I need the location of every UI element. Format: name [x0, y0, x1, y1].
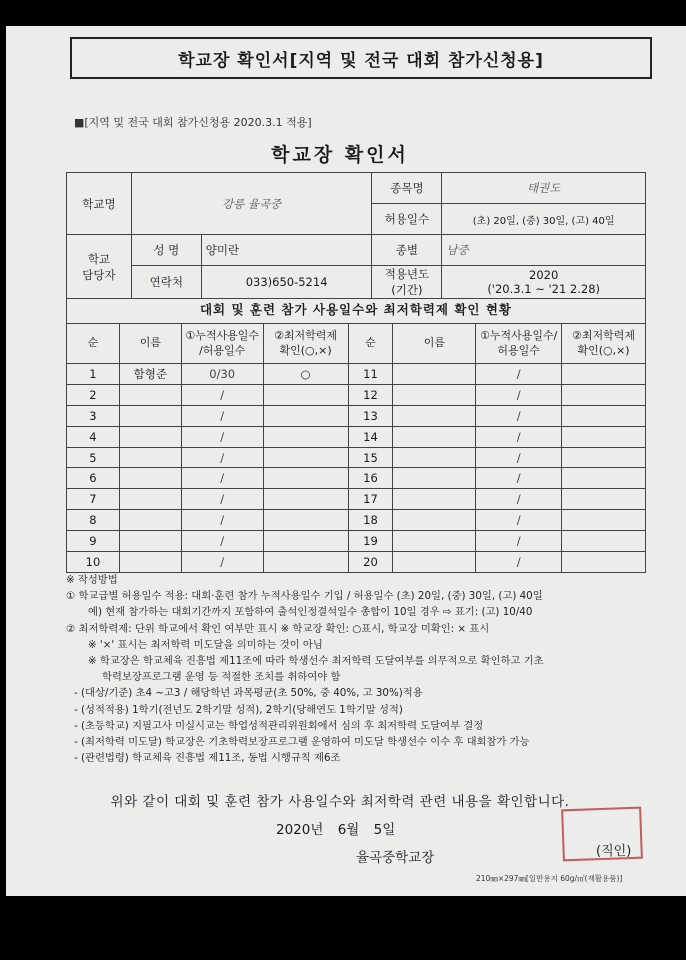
header-days-right: [476, 324, 562, 364]
days-used: /: [181, 510, 263, 531]
academic-check: [562, 489, 646, 510]
academic-check: [263, 405, 348, 426]
form-title: 학교장 확인서: [271, 144, 409, 166]
allowed-days-label: 허용일수: [372, 204, 442, 235]
year-label: [372, 266, 442, 299]
academic-check: [263, 468, 348, 489]
staff-label-line-1: 학교: [87, 251, 111, 266]
contact-label: 연락처: [131, 266, 201, 299]
table-row: [67, 405, 646, 426]
year-value-line-2: ('20.3.1 ~ '21 2.28): [487, 282, 601, 296]
days-used: 0/30: [181, 364, 263, 385]
school-value: 강릉 율곡중: [131, 173, 372, 235]
instruction-line: - (최저학력 미도달) 학교장은 기초학력보장프로그램 운영하여 미도달 학생선수 이수 후 대회참가 가능: [74, 736, 530, 749]
student-name: [393, 364, 476, 385]
header-num-right: 순: [348, 324, 393, 364]
header-num: 순: [67, 324, 120, 364]
row-number: 15: [348, 447, 393, 468]
header-days: [181, 324, 263, 364]
student-name: 함형준: [119, 364, 181, 385]
seal-label: (직인): [596, 844, 632, 859]
row-number: 9: [67, 531, 120, 552]
row-number: 7: [67, 489, 120, 510]
academic-check: [562, 552, 646, 573]
student-name: [393, 447, 476, 468]
year-value-line-1: 2020: [529, 268, 559, 282]
row-number: 14: [348, 426, 393, 447]
gender-value: 남중: [442, 235, 646, 266]
table-row: [67, 447, 646, 468]
document-title: 학교장 확인서[지역 및 전국 대회 참가신청용]: [70, 37, 652, 79]
academic-check: [562, 468, 646, 489]
days-used: /: [181, 405, 263, 426]
academic-check: [562, 426, 646, 447]
days-used: /: [181, 531, 263, 552]
row-number: 11: [348, 364, 393, 385]
instruction-line: ② 최저학력제: 단위 학교에서 확인 여부만 표시 ※ 학교장 확인: ○표시, 학교장 미확인: × 표시: [66, 622, 490, 635]
days-used: /: [476, 552, 562, 573]
academic-check: [562, 405, 646, 426]
student-name: [393, 468, 476, 489]
student-name: [393, 426, 476, 447]
year-label-line-2: (기간): [391, 283, 423, 297]
student-name: [119, 489, 181, 510]
principal-signature: 율곡중학교장: [356, 850, 435, 866]
header-days-right-line-1: ①누적사용일수/: [480, 328, 558, 342]
days-used: /: [476, 489, 562, 510]
student-name: [393, 384, 476, 405]
days-used: /: [476, 447, 562, 468]
table-row: [67, 489, 646, 510]
days-used: /: [476, 364, 562, 385]
row-number: 8: [67, 510, 120, 531]
days-used: /: [181, 552, 263, 573]
student-name: [393, 489, 476, 510]
gender-label: 종별: [372, 235, 442, 266]
row-number: 2: [67, 384, 120, 405]
days-used: /: [181, 489, 263, 510]
participation-table: [66, 323, 646, 573]
academic-check: [263, 552, 348, 573]
student-name: [119, 447, 181, 468]
staff-label: [67, 235, 132, 299]
student-name: [393, 552, 476, 573]
days-used: /: [181, 384, 263, 405]
signature-date: 2020년 6월 5일: [276, 822, 396, 838]
instructions: [66, 572, 656, 766]
screen-border: [0, 896, 686, 960]
student-name: [393, 405, 476, 426]
header-academic-right-line-1: ②최저학력제: [572, 328, 636, 342]
instruction-line: ① 학교급별 허용일수 적용: 대회·훈련 참가 누적사용일수 기입 / 허용일수 (초) 20일, (중) 30일, (고) 40일: [66, 590, 543, 603]
student-name: [119, 531, 181, 552]
days-used: /: [181, 447, 263, 468]
instruction-line: - (대상/기준) 초4 ~고3 / 해당학년 과목평균(초 50%, 중 40%, 고 30%)적용: [74, 687, 423, 700]
days-used: /: [476, 405, 562, 426]
days-used: /: [476, 384, 562, 405]
section-title: 대회 및 훈련 참가 사용일수와 최저학력제 확인 현황: [66, 297, 646, 323]
row-number: 17: [348, 489, 393, 510]
row-number: 19: [348, 531, 393, 552]
header-academic-right-line-2: 확인(○,×): [577, 343, 630, 357]
days-used: /: [476, 510, 562, 531]
days-used: /: [181, 426, 263, 447]
instruction-line: ※ 작성방법: [66, 574, 118, 586]
name-value: 양미란: [201, 235, 372, 266]
school-label: 학교명: [67, 173, 132, 235]
row-number: 18: [348, 510, 393, 531]
row-number: 13: [348, 405, 393, 426]
row-number: 3: [67, 405, 120, 426]
confirmation-statement: 위와 같이 대회 및 훈련 참가 사용일수와 최저학력 관련 내용을 확인합니다.: [110, 794, 570, 810]
days-used: /: [476, 426, 562, 447]
event-label: 종목명: [372, 173, 442, 204]
table-row: [67, 384, 646, 405]
table-row: [67, 364, 646, 385]
days-used: /: [476, 531, 562, 552]
days-used: /: [181, 468, 263, 489]
days-used: /: [476, 468, 562, 489]
student-name: [393, 510, 476, 531]
row-number: 12: [348, 384, 393, 405]
academic-check: [263, 489, 348, 510]
academic-check: [263, 426, 348, 447]
table-row: [67, 510, 646, 531]
row-number: 1: [67, 364, 120, 385]
row-number: 10: [67, 552, 120, 573]
academic-check: [562, 384, 646, 405]
row-number: 6: [67, 468, 120, 489]
name-label: 성 명: [131, 235, 201, 266]
header-academic-right: [562, 324, 646, 364]
academic-check: [263, 384, 348, 405]
paper-spec: 210㎜×297㎜[일반용지 60g/㎡(재활용품)]: [476, 874, 623, 883]
event-value: 태권도: [442, 173, 646, 204]
year-value: [442, 266, 646, 299]
staff-label-line-2: 담당자: [82, 267, 116, 282]
contact-value: 033)650-5214: [201, 266, 372, 299]
header-name-right: 이름: [393, 324, 476, 364]
row-number: 16: [348, 468, 393, 489]
academic-check: ○: [263, 364, 348, 385]
header-name: 이름: [119, 324, 181, 364]
row-number: 20: [348, 552, 393, 573]
academic-check: [263, 531, 348, 552]
allowed-days-value: (초) 20일, (중) 30일, (고) 40일: [442, 204, 646, 235]
table-row: [67, 426, 646, 447]
student-name: [119, 510, 181, 531]
instruction-line: 예) 현재 참가하는 대회기간까지 포함하여 출석인정결석일수 총합이 10일 경우 ⇨ 표기: (고) 10/40: [88, 606, 533, 619]
row-number: 4: [67, 426, 120, 447]
table-row: [67, 552, 646, 573]
header-days-line-2: /허용일수: [199, 343, 246, 357]
academic-check: [263, 447, 348, 468]
student-name: [119, 384, 181, 405]
table-row: [67, 531, 646, 552]
document-subtitle: ■[지역 및 전국 대회 참가신청용 2020.3.1 적용]: [74, 116, 312, 129]
row-number: 5: [67, 447, 120, 468]
table-header-row: [67, 324, 646, 364]
academic-check: [263, 510, 348, 531]
student-name: [119, 426, 181, 447]
academic-check: [562, 531, 646, 552]
header-days-right-line-2: 허용일수: [497, 343, 540, 357]
student-name: [393, 531, 476, 552]
student-name: [119, 552, 181, 573]
instruction-line: - (관련법령) 학교체육 진흥법 제11조, 동법 시행규칙 제6조: [74, 752, 341, 765]
student-name: [119, 405, 181, 426]
academic-check: [562, 447, 646, 468]
instruction-line: ※ 학교장은 학교체육 진흥법 제11조에 따라 학생선수 최저학력 도달여부를 의무적으로 확인하고 기초: [88, 655, 544, 668]
header-academic-line-2: 확인(○,×): [279, 343, 332, 357]
info-table: [66, 172, 646, 299]
academic-check: [562, 364, 646, 385]
academic-check: [562, 510, 646, 531]
instruction-line: - (성적적용) 1학기(전년도 2학기말 성적), 2학기(당해연도 1학기말 성적): [74, 703, 403, 716]
instruction-line: - (초등학교) 지필고사 미실시교는 학업성적관리위원회에서 심의 후 최저학력 도달여부 결정: [74, 719, 484, 732]
table-row: [67, 468, 646, 489]
header-academic: [263, 324, 348, 364]
instruction-line: ※ '×' 표시는 최저학력 미도달을 의미하는 것이 아님: [88, 638, 323, 651]
student-name: [119, 468, 181, 489]
instruction-line: 학력보장프로그램 운영 등 적절한 조치를 취하여야 함: [102, 671, 341, 684]
header-academic-line-1: ②최저학력제: [274, 328, 338, 342]
year-label-line-1: 적용년도: [384, 267, 430, 281]
header-days-line-1: ①누적사용일수: [185, 328, 260, 342]
